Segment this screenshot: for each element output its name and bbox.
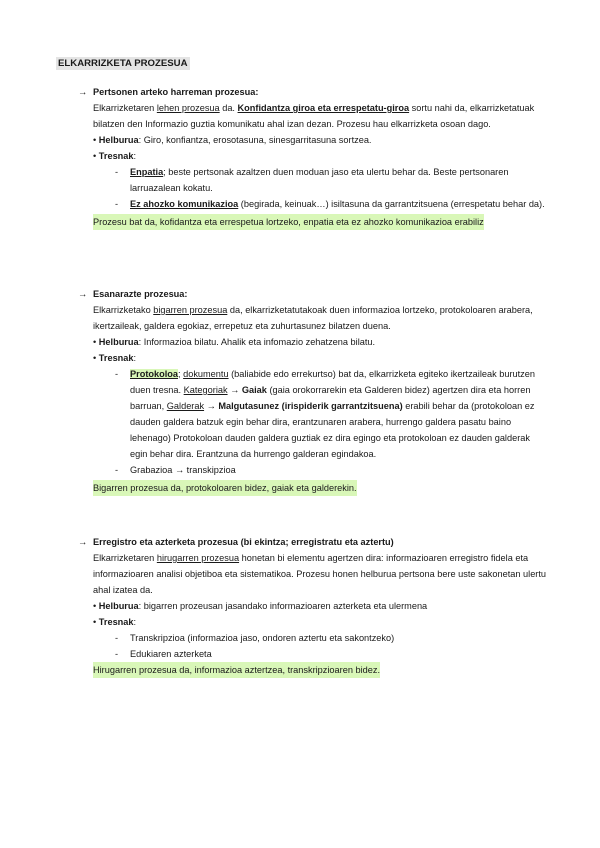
text-run: Elkarrizketaren bbox=[93, 103, 157, 113]
text-run: Elkarrizketako bbox=[93, 305, 154, 315]
tresnak-label: Tresnak bbox=[98, 617, 134, 627]
text-run: ; bbox=[177, 369, 184, 379]
section-header-text: Esanarazte prozesua: bbox=[93, 289, 188, 299]
text-run: ; beste pertsonak azaltzen duen moduan jaso eta ulertu behar da. Beste pertsonaren larruazalean kokatu. bbox=[130, 167, 509, 193]
text-run: erabili behar da (protokoloan ez dauden galdera batzuk egin behar dira, erantzunaren arabera, hurrengo galdera pasatu baino lehenago) Protokoloan dauden galdera guztiak ez dira egingo eta protokoloan ez dauden galderak egin behar dira. Erantzuna da hurrengo galderan egindakoa. bbox=[130, 401, 535, 459]
section-paragraph bbox=[78, 550, 548, 598]
section-paragraph bbox=[78, 302, 548, 334]
underlined-term: Kategoriak bbox=[183, 385, 228, 395]
tresnak-item bbox=[78, 366, 548, 462]
underlined-term: hirugarren prozesua bbox=[156, 553, 240, 563]
helburua-label: Helburua bbox=[98, 135, 139, 145]
text-run: Transkripzioa (informazioa jaso, ondoren aztertu eta sakontzeko) bbox=[130, 633, 395, 643]
section-paragraph bbox=[78, 100, 548, 132]
dash-icon: - bbox=[115, 633, 119, 643]
tresnak-item bbox=[78, 630, 548, 646]
bullet-icon: • bbox=[93, 353, 99, 363]
underlined-term: lehen prozesua bbox=[156, 103, 220, 113]
text-run: Edukiaren azterketa bbox=[130, 649, 212, 659]
tresnak-bullet bbox=[78, 148, 548, 164]
tresnak-label: Tresnak bbox=[98, 353, 134, 363]
section-2 bbox=[78, 286, 548, 496]
helburua-bullet bbox=[78, 334, 548, 350]
underlined-term: Konfidantza giroa eta errespetatu-giroa bbox=[237, 103, 410, 113]
underlined-term: bigarren prozesua bbox=[153, 305, 228, 315]
dash-icon: - bbox=[115, 465, 119, 475]
text-run: (baliabide edo errekurtso) bat da, elkarrizketa egiteko ikertzaileak burutzen duen tresna. bbox=[130, 369, 535, 395]
bullet-icon: • bbox=[93, 135, 99, 145]
text-run: Malgutasunez (irispiderik garrantzitsuena) bbox=[218, 401, 403, 411]
dash-icon: - bbox=[115, 167, 119, 177]
text-run: Grabazioa → transkipzioa bbox=[130, 465, 236, 475]
text-run: Gaiak bbox=[241, 385, 267, 395]
helburua-bullet bbox=[78, 598, 548, 614]
tresnak-bullet bbox=[78, 350, 548, 366]
dash-icon: - bbox=[115, 649, 119, 659]
helburua-text: : Giro, konfiantza, erosotasuna, sinesgarritasuna sortzea. bbox=[138, 135, 372, 145]
section-header-text: Pertsonen arteko harreman prozesua: bbox=[93, 87, 259, 97]
tresnak-item bbox=[78, 196, 548, 212]
helburua-text: : Informazioa bilatu. Ahalik eta infomazio zehatzena bilatu. bbox=[138, 337, 376, 347]
text-run: (begirada, keinuak…) isiltasuna da garrantzitsuena (errespetatu behar da). bbox=[238, 199, 545, 209]
section-header bbox=[78, 534, 548, 550]
underlined-term: Ez ahozko komunikazioa bbox=[130, 199, 239, 209]
summary-wrapper bbox=[78, 480, 548, 496]
tresnak-item bbox=[78, 646, 548, 662]
bullet-icon: • bbox=[93, 337, 99, 347]
helburua-bullet bbox=[78, 132, 548, 148]
tresnak-item bbox=[78, 164, 548, 196]
underlined-term: Enpatia bbox=[130, 167, 164, 177]
tresnak-label: Tresnak bbox=[98, 151, 134, 161]
helburua-label: Helburua bbox=[98, 337, 139, 347]
arrow-icon: → bbox=[78, 289, 88, 299]
underlined-term: dokumentu bbox=[183, 369, 229, 379]
arrow-icon: → bbox=[78, 537, 88, 547]
text-run: → bbox=[227, 385, 242, 395]
section-header bbox=[78, 84, 548, 100]
underlined-term: Protokoloa bbox=[130, 369, 178, 379]
text-run: da, elkarrizketatutakoak duen informazioa lortzeko, protokoloaren arabera, ikertzaileak, galdera egokiaz, errepetuz eta zuhurtasunez bilatzen duena. bbox=[93, 305, 533, 331]
text-run: → bbox=[204, 401, 219, 411]
colon: : bbox=[133, 353, 137, 363]
dash-icon: - bbox=[115, 199, 119, 209]
tresnak-bullet bbox=[78, 614, 548, 630]
highlighted-summary: Hirugarren prozesua da, informazioa aztertzea, transkripzioaren bidez. bbox=[93, 662, 380, 678]
section-3 bbox=[78, 534, 548, 678]
text-run: sortu nahi da, elkarrizketatuak bilatzen den Informazio guztia komunikatu ahal izan dezan. Prozesu hau elkarrizketa osoan dago. bbox=[93, 103, 535, 129]
bullet-icon: • bbox=[93, 151, 99, 161]
highlighted-summary: Prozesu bat da, kofidantza eta errespetua lortzeko, enpatia eta ez ahozko komunikazioa erabiliz bbox=[93, 214, 484, 230]
section-header bbox=[78, 286, 548, 302]
tresnak-item bbox=[78, 462, 548, 478]
section-1 bbox=[78, 84, 548, 230]
dash-icon: - bbox=[115, 369, 119, 379]
helburua-text: : bigarren prozeusan jasandako informazioaren azterketa eta ulermena bbox=[138, 601, 428, 611]
bullet-icon: • bbox=[93, 601, 99, 611]
document-title: ELKARRIZKETA PROZESUA bbox=[58, 58, 188, 69]
colon: : bbox=[133, 151, 137, 161]
arrow-icon: → bbox=[78, 87, 88, 97]
text-run: da. bbox=[219, 103, 238, 113]
helburua-label: Helburua bbox=[98, 601, 139, 611]
underlined-term: Galderak bbox=[166, 401, 205, 411]
text-run: Elkarrizketaren bbox=[93, 553, 157, 563]
highlighted-summary: Bigarren prozesua da, protokoloaren bidez, gaiak eta galderekin. bbox=[93, 480, 357, 496]
text-run: (gaia orokorrarekin eta Galderen bidez) agertzen dira eta horren barruan, bbox=[130, 385, 531, 411]
summary-wrapper bbox=[78, 662, 548, 678]
bullet-icon: • bbox=[93, 617, 99, 627]
text-run: honetan bi elementu agertzen dira: informazioaren erregistro fidela eta informazioaren analisi objetiboa eta sistematikoa. Prozesu honen helburua pertsona bere uste sakonetan ulertu ahal izatea da. bbox=[93, 553, 547, 595]
colon: : bbox=[133, 617, 137, 627]
summary-wrapper bbox=[78, 214, 548, 230]
section-header-text: Erregistro eta azterketa prozesua (bi ekintza; erregistratu eta aztertu) bbox=[93, 537, 394, 547]
